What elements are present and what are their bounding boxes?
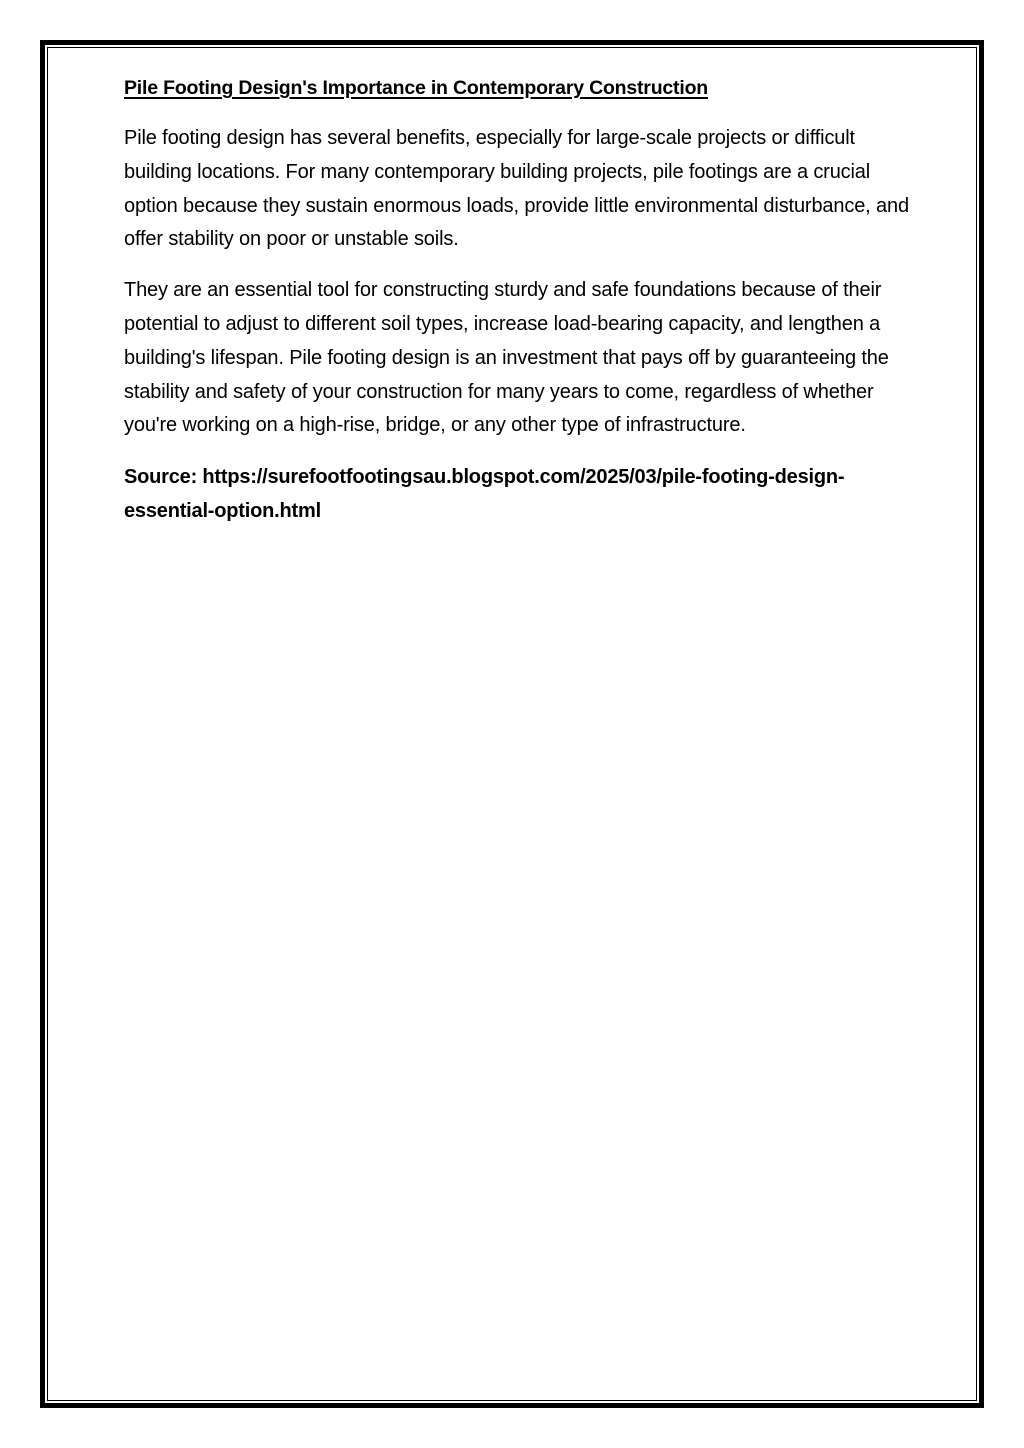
paragraph-benefits: Pile footing design has several benefits, especially for large-scale projects or difficult building locations. For many contemporary building projects, pile footings are a crucial option because they sustain enormous loads, provide little environmental disturbance, and offer stability on poor or unstable soils.	[124, 127, 909, 251]
document-title: Pile Footing Design's Importance in Contemporary Construction	[124, 77, 708, 99]
source-citation: Source: https://surefootfootingsau.blogspot.com/2025/03/pile-footing-design-essential-option.html	[124, 466, 845, 523]
paragraph-essential-tool: They are an essential tool for constructing sturdy and safe foundations because of their potential to adjust to different soil types, increase load-bearing capacity, and lengthen a building's lifespan. Pile footing design is an investment that pays off by guaranteeing the stability and safety of your construction for many years to come, regardless of whether you're working on a high-rise, bridge, or any other type of infrastructure.	[124, 279, 889, 437]
document-content	[124, 74, 914, 528]
